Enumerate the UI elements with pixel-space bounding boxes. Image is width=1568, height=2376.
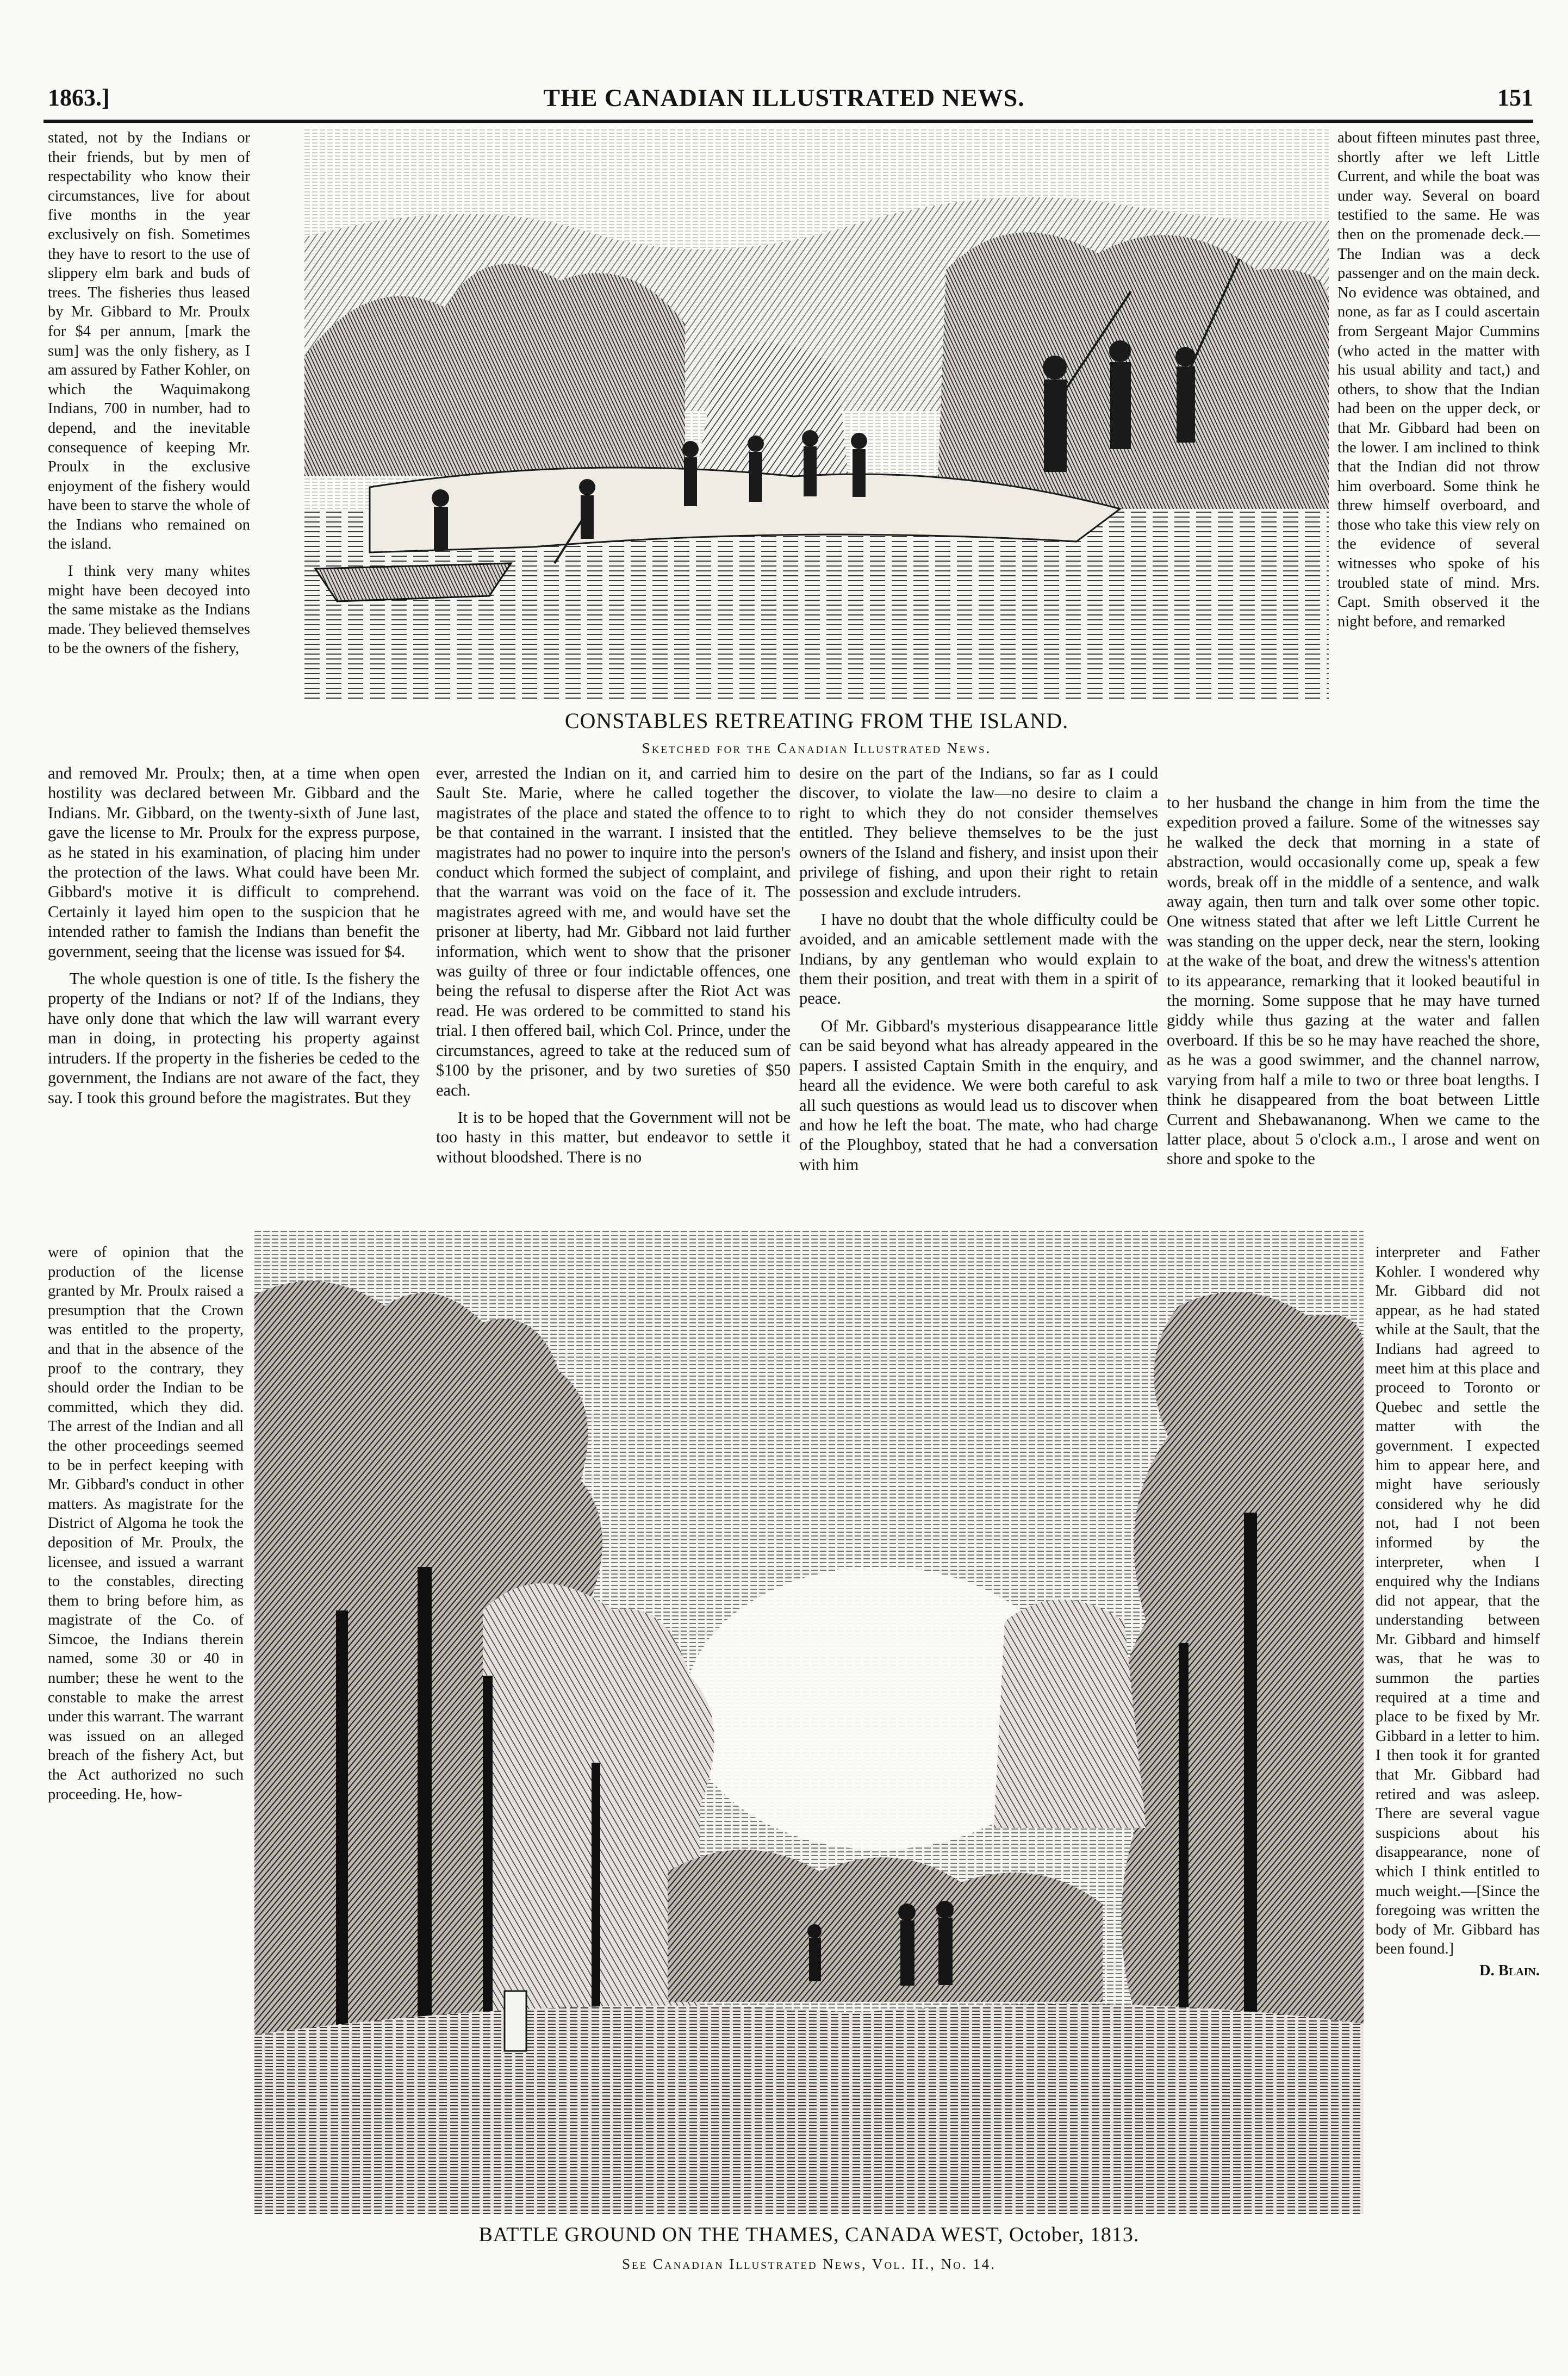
- header-rule: [43, 120, 1533, 123]
- column-3-text: [799, 763, 1158, 1236]
- engraving-constables-image: [304, 128, 1329, 700]
- column-1-full-text: [48, 763, 420, 1236]
- illustration-battle-ground-thames: [254, 1230, 1364, 2214]
- paragraph: ever, arrested the Indian on it, and carried him to Sault Ste. Marie, where he called together the magistrates of the place and stated the offence to to be that contained in the warrant. I insisted that the magistrates had no power to inquire into the person's conduct which formed the subject of complaint, and that the warrant was void on the face of it. The magistrates agreed with me, and would have set the prisoner at liberty, had Mr. Gibbard not laid further information, which went to show that the prisoner was guilty of three or four indictable offences, one being the refusal to disperse after the Riot Act was read. He was ordered to be committed to stand his trial. I then offered bail, which Col. Prince, under the circumstances, agreed to take at the reduced sum of $100 by the prisoner, and by two sureties of $50 each.: [436, 764, 791, 1099]
- top-illustration-credit: Sketched for the Canadian Illustrated News.: [642, 740, 992, 756]
- column-2-text: [436, 763, 791, 1236]
- paragraph: Of Mr. Gibbard's mysterious disappearance little can be said beyond what has already appeared in the papers. I assisted Captain Smith in the enquiry, and heard all the evidence. We were both careful to ask all such questions as would lead us to discover when and how he left the boat. The mate, who had charge of the Ploughboy, stated that he had a conversation with him: [799, 1016, 1158, 1174]
- page-number: 151: [1497, 84, 1533, 111]
- paragraph: to her husband the change in him from the time the expedition proved a failure. Some of the witnesses say he walked the deck that morning in a state of abstraction, would occasionally come up, speak a few words, break off in the middle of a sentence, and walk away again, then turn and talk over some other topic. One witness stated that after we left Little Current he was standing on the upper deck, near the stern, looking at the wake of the boat, and drew the witness's attention to its appearance, remarking that it looked beautiful in the morning. Some suppose that he may have turned giddy while thus gazing at the water and fallen overboard. If this be so he may have reached the shore, as he was a good swimmer, and the channel narrow, varying from half a mile to two or three boat lengths. I think he disappeared from the boat between Little Current and Shebawananong. When we came to the latter place, about 5 o'clock a.m., I arose and went on shore and spoke to the: [1167, 793, 1540, 1168]
- newspaper-title: THE CANADIAN ILLUSTRATED NEWS.: [543, 84, 1025, 111]
- engraving-battle-ground-image: [254, 1230, 1364, 2214]
- bottom-illustration-credit: See Canadian Illustrated News, Vol. II., No. 14.: [621, 2256, 997, 2272]
- top-illustration-caption: CONSTABLES RETREATING FROM THE ISLAND.: [564, 708, 1069, 733]
- column-1-bottom-text: [48, 1243, 244, 2333]
- paragraph: It is to be hoped that the Government will not be too hasty in this matter, but endeavor to settle it without bloodshed. There is no: [436, 1108, 791, 1166]
- column-4-full-text: [1167, 793, 1540, 1236]
- illustration-constables-retreating: [304, 128, 1329, 700]
- paragraph: desire on the part of the Indians, so far as I could discover, to violate the law—no desire to claim a right to which they do not consider themselves entitled. They believe themselves to be the just owners of the Island and fishery, and insist upon their privilege of fishing, and upon their right to retain possession and exclude intruders.: [799, 764, 1158, 901]
- column-4-narrow-text: [1337, 128, 1540, 793]
- paragraph: I think very many whites might have been decoyed into the same mistake as the Indians made. They believed themselves to be the owners of the fishery,: [48, 563, 250, 657]
- column-4-bottom-text: [1376, 1243, 1540, 2333]
- paragraph: I have no doubt that the whole difficulty could be avoided, and an amicable settlement made with the Indians, by any gentleman who would explain to them their position, and treat with them in a spirit of peace.: [799, 910, 1158, 1008]
- column-1-narrow-text: [48, 128, 250, 763]
- paragraph: interpreter and Father Kohler. I wondered why Mr. Gibbard did not appear, as he had stated while at the Sault, that the Indians had agreed to meet him at this place and proceed to Toronto or Quebec and settle the matter with the government. I expected him to appear here, and might have seriously considered why he did not, had I not been informed by the interpreter, when I enquired why the Indians did not appear, that the understanding between Mr. Gibbard and himself was, that he was to summon the parties required at a time and place to be fixed by Mr. Gibbard in a letter to him. I then took it for granted that Mr. Gibbard had retired and was asleep. There are several vague suspicions about his disappearance, none of which I think entitled to much weight.—[Since the foregoing was written the body of Mr. Gibbard has been found.]: [1376, 1244, 1540, 1958]
- issue-year: 1863.]: [48, 84, 110, 111]
- paragraph: were of opinion that the production of the license granted by Mr. Proulx raised a presumption that the Crown was entitled to the property, and that in the absence of the proof to the contrary, they should order the Indian to be committed, which they did. The arrest of the Indian and all the other proceedings seemed to be in perfect keeping with Mr. Gibbard's conduct in other matters. As magistrate for the District of Algoma he took the deposition of Mr. Proulx, the licensee, and issued a warrant to the constables, directing them to bring before him, as magistrate of the Co. of Simcoe, the Indians therein named, some 30 or 40 in number; these he went to the constable to make the arrest under this warrant. The warrant was issued on an alleged breach of the fishery Act, but the Act authorized no such proceeding. He, how-: [48, 1244, 244, 1803]
- bottom-illustration-caption: BATTLE GROUND ON THE THAMES, CANADA WEST, October, 1813.: [478, 2223, 1140, 2246]
- paragraph: The whole question is one of title. Is the fishery the property of the Indians or not? If of the Indians, they have only done that which the law will warrant every man in doing, in protecting his property against intruders. If the property in the fisheries be ceded to the government, the Indians are not aware of the fact, they say. I took this ground before the magistrates. But they: [48, 969, 420, 1107]
- author-signature: D. Blain.: [1479, 1962, 1540, 1979]
- paragraph: stated, not by the Indians or their friends, but by men of respectability who know their circumstances, live for about five months in the year exclusively on fish. Sometimes they have to resort to the use of slippery elm bark and buds of trees. The fisheries thus leased by Mr. Gibbard to Mr. Proulx for $4 per annum, [mark the sum] was the only fishery, as I am assured by Father Kohler, on which the Waquimakong Indians, 700 in number, had to depend, and the inevitable consequence of keeping Mr. Proulx in the exclusive enjoyment of the fishery would have been to starve the whole of the Indians who remained on the island.: [48, 129, 250, 553]
- paragraph: and removed Mr. Proulx; then, at a time when open hostility was declared between Mr. Gibbard and the Indians. Mr. Gibbard, on the twenty-sixth of June last, gave the license to Mr. Proulx for the express purpose, as he stated in his examination, of placing him under the protection of the laws. What could have been Mr. Gibbard's motive it is difficult to comprehend. Certainly it layed him open to the suspicion that he intended rather to famish the Indians than benefit the government, seeing that the license was issued for $4.: [48, 764, 420, 961]
- paragraph: about fifteen minutes past three, shortly after we left Little Current, and while the boat was under way. Several on board testified to the same. He was then on the promenade deck.—The Indian was a deck passenger and on the main deck. No evidence was obtained, and none, as far as I could ascertain from Sergeant Major Cummins (who acted in the matter with his usual ability and tact,) and others, to show that the Indian had been on the upper deck, or that Mr. Gibbard had been on the lower. I am inclined to think that the Indian did not throw him overboard. Some think he threw himself overboard, and those who take this view rely on the evidence of several witnesses who spoke of his troubled state of mind. Mrs. Capt. Smith observed it the night before, and remarked: [1337, 129, 1540, 630]
